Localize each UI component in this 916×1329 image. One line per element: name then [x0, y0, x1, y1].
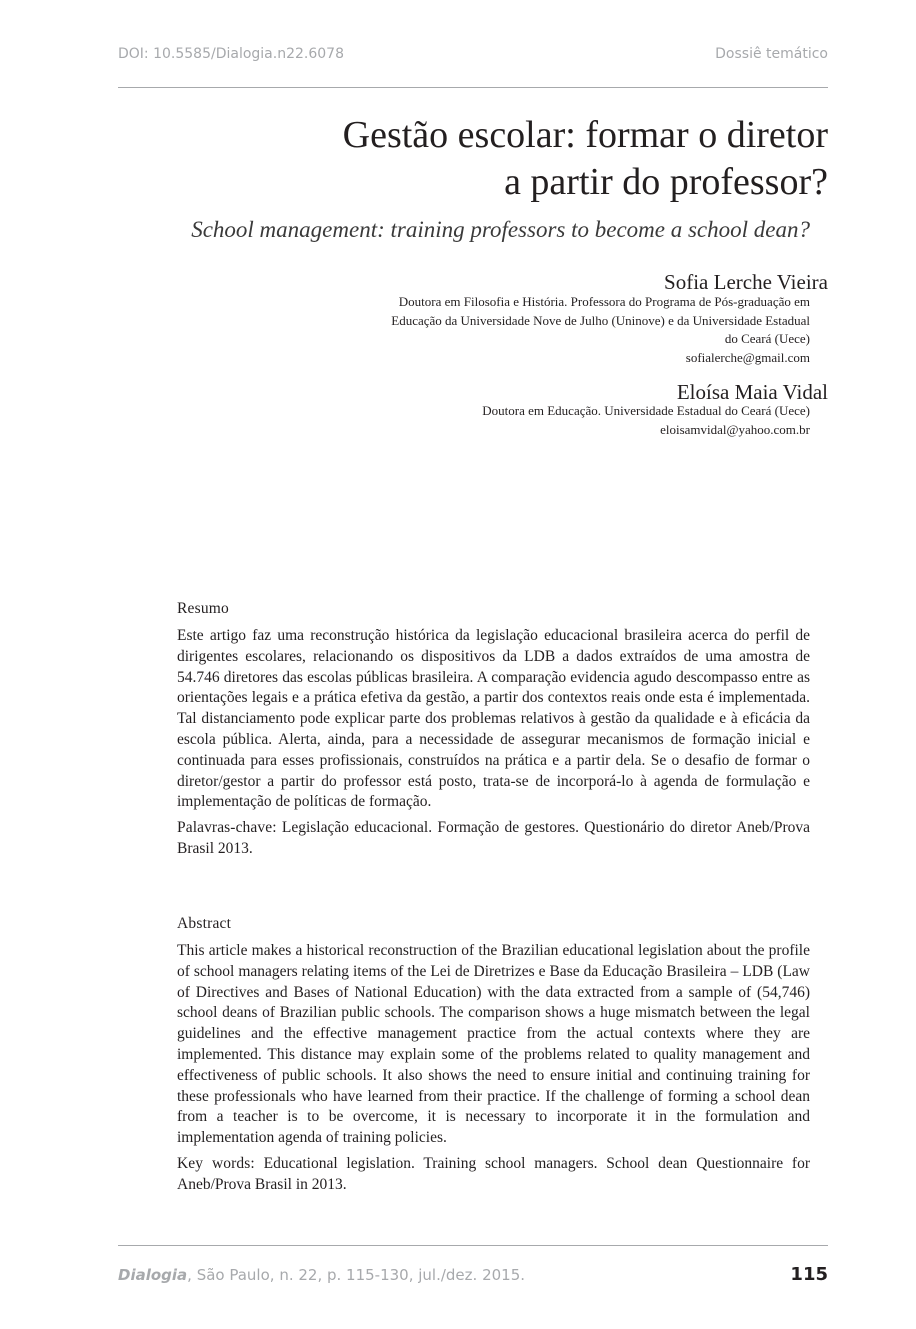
affiliation-line: Educação da Universidade Nove de Julho (Uninove) e da Universidade Estadual: [391, 312, 810, 328]
resumo-section: [177, 600, 810, 860]
affiliation-line: Doutora em Filosofia e História. Professora do Programa de Pós-graduação em: [398, 294, 810, 309]
resumo-text: Este artigo faz uma reconstrução histórica da legislação educacional brasileira acerca do perfil de dirigentes escolares, relacionando os dispositivos da LDB a dados extraídos de uma amostra de 54.746 diretores das escolas públicas brasileira. A comparação evidencia agudo descompasso entre as orientações legais e a prática efetiva da gestão, a partir dos contextos reais onde esta é implementada. Tal distanciamento pode explicar parte dos problemas relativos à gestão da qualidade e à eficácia da escola pública. Alerta, ainda, para a necessidade de assegurar mecanismos de formação inicial e continuada para esses profissionais, construídos na prática e a partir dela. Se o desafio de formar o diretor/gestor a partir do professor está posto, trata-se de incorporá-lo à agenda de formulação e implementação de políticas de formação.: [177, 627, 810, 811]
keywords-text: Educational legislation. Training school managers. School dean Questionnaire for Aneb/Prova Brasil in 2013.: [177, 1154, 810, 1193]
article-subtitle: School management: training professors to become a school dean?: [191, 217, 810, 242]
abstract-text: This article makes a historical reconstruction of the Brazilian educational legislation about the profile of school managers relating items of the Lei de Diretrizes e Base da Educação Brasileira – LDB (Law of Directives and Bases of National Education) with the data extracted from a sample of (54,746) school deans of Brazilian public schools. The comparison shows a huge mismatch between the legal guidelines and the effective management practice from the actual contexts where they are implemented. This distance may explain some of the problems related to quality management and effectiveness of public schools. It also shows the need to ensure initial and continuing training for these professionals who have learned from their practice. If the challenge of forming a school dean from a teacher is to be overcome, it is necessary to incorporate it in the formulation and implementation agenda of training policies.: [177, 942, 810, 1147]
author-email-2[interactable]: eloisamvidal@yahoo.com.br: [660, 421, 810, 437]
journal-name: Dialogia: [118, 1266, 188, 1284]
page-footer: [118, 1266, 828, 1290]
author-affiliation-1: [340, 293, 810, 367]
title-line-2: a partir do professor?: [504, 161, 828, 203]
palavras-chave: [177, 818, 810, 860]
affiliation-line: Doutora em Educação. Universidade Estadual do Ceará (Uece): [482, 403, 810, 418]
abstract-section: [177, 915, 810, 1196]
affiliation-line: do Ceará (Uece): [724, 331, 810, 346]
key-words: [177, 1154, 810, 1196]
section-label: Dossiê temático: [715, 46, 828, 62]
page-number: 115: [790, 1264, 828, 1285]
doi-text[interactable]: DOI: 10.5585/Dialogia.n22.6078: [118, 46, 344, 62]
page-header: [118, 46, 828, 68]
abstract-heading: Abstract: [177, 915, 232, 932]
citation-text: , São Paulo, n. 22, p. 115-130, jul./dez. 2015.: [187, 1266, 526, 1284]
header-divider: [118, 87, 828, 88]
journal-citation: [118, 1266, 525, 1284]
author-name-1: Sofia Lerche Vieira: [664, 270, 828, 294]
title-line-1: Gestão escolar: formar o diretor: [342, 114, 828, 156]
keywords-text: Legislação educacional. Formação de gestores. Questionário do diretor Aneb/Prova Brasil 2013.: [177, 819, 811, 857]
author-affiliation-2: [340, 402, 810, 439]
keywords-label: Key words:: [177, 1154, 255, 1172]
resumo-heading: Resumo: [177, 600, 230, 617]
author-email-1[interactable]: sofialerche@gmail.com: [685, 349, 810, 365]
footer-divider: [118, 1245, 828, 1246]
article-title: [118, 112, 828, 206]
keywords-label: Palavras-chave:: [177, 819, 277, 837]
author-name-2: Eloísa Maia Vidal: [676, 380, 828, 404]
